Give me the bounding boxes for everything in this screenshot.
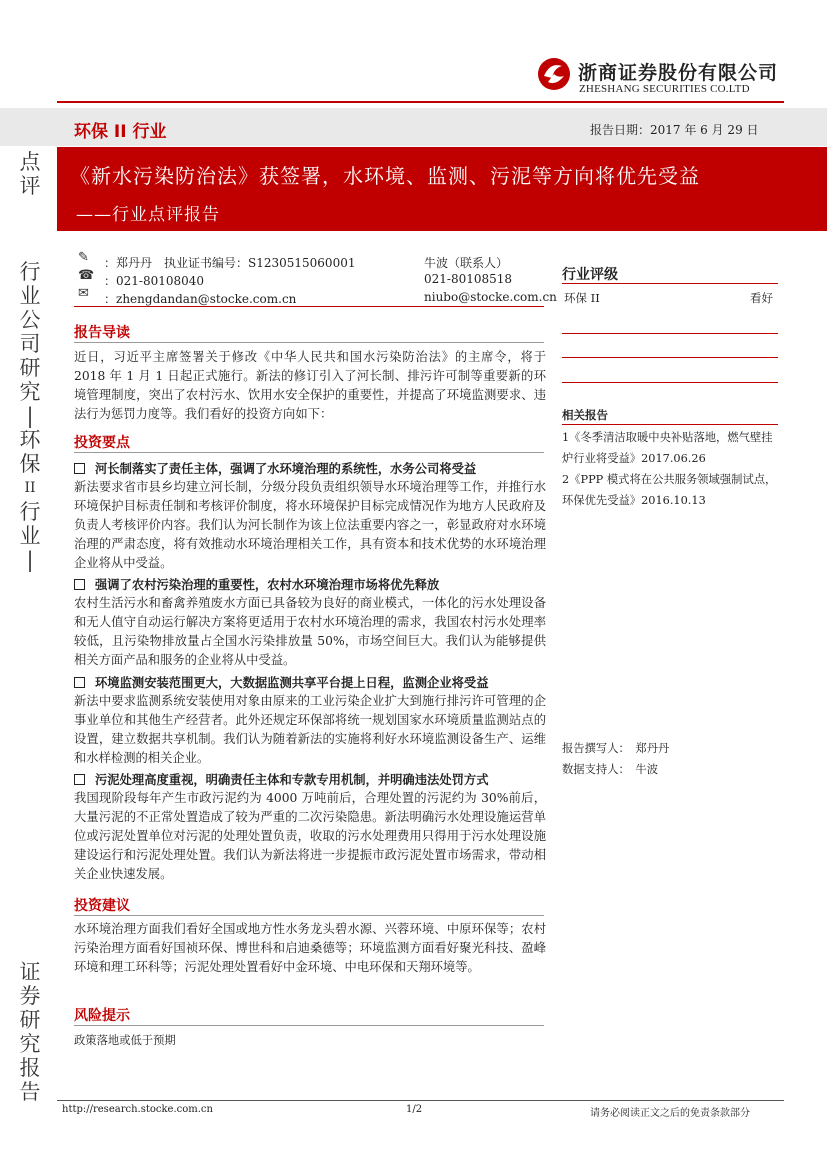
bullet-2-text: 农村生活污水和畜禽养殖废水方面已具备较为良好的商业模式，一体化的污水处理设备和无人值守自动运行解决方案将更适用于农村水环境治理的需求，我国农村污水处理率较低，且污染物排放量占全国水污染排放量 50%，市场空间巨大。我们认为能够提供相关方面产品和服务的企业将从中受益。	[74, 596, 546, 667]
bullet-2: 强调了农村污染治理的重要性，农村水环境治理市场将优先释放	[74, 575, 549, 593]
checkbox-icon	[74, 677, 85, 688]
bullet-4: 污泥处理高度重视，明确责任主体和专款专用机制，并明确违法处罚方式	[74, 770, 549, 788]
advice-text: 水环境治理方面我们看好全国或地方性水务龙头碧水源、兴蓉环境、中原环保等；农村污染治理方面看好国祯环保、博世科和启迪桑德等；环境监测方面看好聚光科技、盈峰环境和理工环科等；污泥处理处置看好中金环境、中电环保和天翔环境等。	[74, 922, 546, 974]
advice-rule	[74, 915, 544, 916]
side-label-middle: 行 业 公 司 研 究 | 环 保 II 行 业 |	[19, 260, 41, 572]
side-label-bottom: 证 券 研 究 报 告	[19, 960, 41, 1104]
checkbox-icon	[74, 774, 85, 785]
company-logo	[536, 56, 572, 92]
checkbox-icon	[74, 463, 85, 474]
header-rule	[57, 101, 784, 103]
risk-text: 政策落地或低于预期	[74, 1034, 176, 1047]
advice-heading: 投资建议	[74, 898, 130, 914]
bullet-3: 环境监测安装范围更大，大数据监测共享平台提上日程，监测企业将受益	[74, 673, 549, 691]
risk-heading: 风险提示	[74, 1008, 130, 1024]
report-title: 《新水污染防治法》获签署，水环境、监测、污泥等方向将优先受益	[70, 164, 700, 188]
author-2-email[interactable]: niubo@stocke.com.cn	[424, 290, 557, 304]
report-subtitle: ——行业点评报告	[76, 205, 220, 225]
data-supporter: 数据支持人： 牛波	[562, 763, 659, 776]
bullet-1-text: 新法要求省市县乡均建立河长制，分级分段负责组织领导水环境治理等工作，并推行水环境保护目标责任制和考核评价制度，将水环境保护目标完成情况作为地方人民政府及负责人考核评价内容。我们认为河长制作为该上位法重要内容之一，彰显政府对水环境治理的严肃态度，将有效推动水环境治理相关工作，具有资本和技术优势的水环境治理企业将从中受益。	[74, 480, 546, 570]
related-rule	[562, 424, 778, 425]
points-rule	[74, 452, 544, 453]
rating-divider-2	[562, 357, 778, 358]
intro-rule	[74, 342, 544, 343]
footer-disclaimer: 请务必阅读正文之后的免责条款部分	[590, 1108, 750, 1119]
report-date: 报告日期：2017 年 6 月 29 日	[590, 123, 759, 137]
related-report-1[interactable]: 1《冬季清洁取暖中央补贴落地，燃气壁挂炉行业将受益》2017.06.26	[562, 431, 773, 465]
footer-rule	[57, 1100, 784, 1101]
footer-url[interactable]: http://research.stocke.com.cn	[62, 1104, 213, 1115]
pen-icon: ✎	[78, 250, 89, 265]
author-2-name: 牛波（联系人）	[424, 256, 509, 270]
rating-heading: 行业评级	[562, 267, 618, 283]
phone-icon: ☎	[78, 268, 95, 283]
author-1-name: ：郑丹丹 执业证书编号：S1230515060001	[104, 256, 356, 270]
author-1-phone: ：021-80108040	[104, 274, 205, 288]
rating-sector: 环保 II	[564, 291, 600, 305]
authors-rule	[74, 306, 544, 307]
related-heading: 相关报告	[562, 408, 608, 422]
intro-heading: 报告导读	[74, 325, 130, 341]
rating-divider-3	[562, 382, 778, 383]
company-name-en: ZHESHANG SECURITIES CO.LTD	[579, 83, 750, 95]
intro-text: 近日，习近平主席签署关于修改《中华人民共和国水污染防治法》的主席令，将于 2018 年 1 月 1 日起正式施行。新法的修订引入了河长制、排污许可制等重要新的环境管理制度，突出了农村污水、饮用水安全保护的重要性，并提高了环境监测要求、违法行为惩罚力度等。我们看好的投资方向如下：	[74, 350, 546, 421]
checkbox-icon	[74, 579, 85, 590]
author-2-phone: 021-80108518	[424, 272, 513, 286]
risk-rule	[74, 1025, 544, 1026]
rating-divider-1	[562, 333, 778, 334]
industry-label: 环保 II 行业	[74, 122, 167, 142]
mail-icon: ✉	[78, 286, 89, 301]
side-label-top: 点 评	[19, 150, 41, 198]
bullet-3-text: 新法中要求监测系统安装使用对象由原来的工业污染企业扩大到施行排污许可管理的企事业单位和其他生产经营者。此外还规定环保部将统一规划国家水环境质量监测站点的设置，建立数据共享机制。我们认为随着新法的实施将利好水环境监测设备生产、运维和水样检测的相关企业。	[74, 694, 546, 765]
report-writer: 报告撰写人： 郑丹丹	[562, 742, 670, 755]
company-name-cn: 浙商证券股份有限公司	[578, 62, 779, 84]
rating-rule	[562, 283, 778, 284]
points-heading: 投资要点	[74, 435, 130, 451]
rating-value: 看好	[750, 291, 773, 305]
author-1-email[interactable]: ：zhengdandan@stocke.com.cn	[104, 292, 297, 306]
page-number: 1/2	[406, 1104, 423, 1115]
bullet-4-text: 我国现阶段每年产生市政污泥约为 4000 万吨前后，合理处置的污泥约为 30%前后，大量污泥的不正常处置造成了较为严重的二次污染隐患。新法明确污水处理设施运营单位或污泥处置单位对污泥的处理处置负责，收取的污水处理费用只得用于污水处理设施建设运行和污泥处理处置。我们认为新法将进一步提振市政污泥处置市场需求，带动相关企业快速发展。	[74, 791, 546, 881]
bullet-1: 河长制落实了责任主体，强调了水环境治理的系统性，水务公司将受益	[74, 459, 549, 477]
related-report-2[interactable]: 2《PPP 模式将在公共服务领域强制试点，环保优先受益》2016.10.13	[562, 473, 777, 507]
